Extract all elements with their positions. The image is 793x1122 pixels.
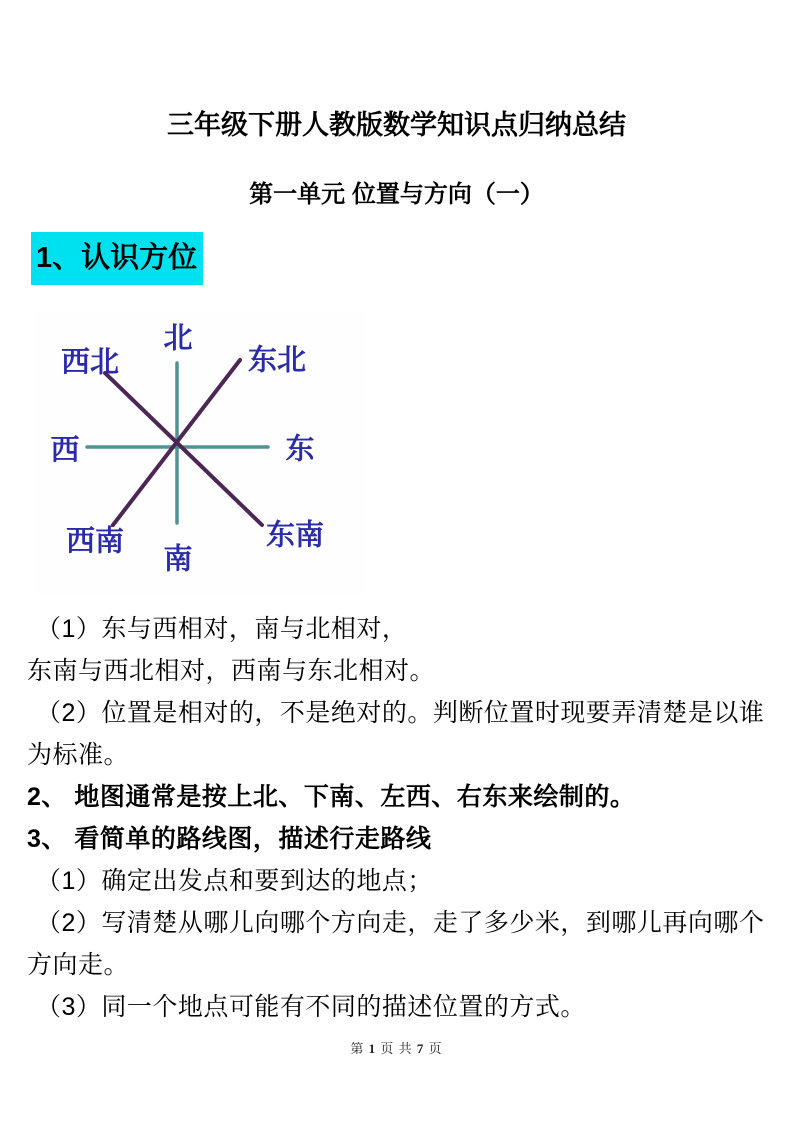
- body-text: [27, 608, 772, 1028]
- text-line: （1）确定出发点和要到达的地点；: [36, 867, 433, 895]
- text-line-bold: 2、 地图通常是按上北、下南、左西、右东来绘制的。: [27, 783, 636, 811]
- text-line: （2）位置是相对的，不是绝对的。判断位置时现要弄清楚是以谁: [36, 699, 765, 727]
- text-line: （1）东与西相对，南与北相对，: [36, 615, 408, 643]
- footer-label-of: 页 共: [380, 1041, 413, 1056]
- compass-label-southeast: 东南: [265, 519, 325, 552]
- text-line: 方向走。: [27, 951, 130, 979]
- footer-total-pages: 7: [416, 1041, 425, 1056]
- footer-page-number: 1: [368, 1041, 377, 1056]
- text-line: 东南与西北相对，西南与东北相对。: [27, 657, 436, 685]
- compass-label-northeast: 东北: [247, 344, 307, 377]
- page-title: 三年级下册人教版数学知识点归纳总结: [167, 110, 626, 140]
- compass-label-west: 西: [50, 434, 80, 467]
- page-footer: [0, 1038, 793, 1057]
- compass-label-south: 南: [163, 543, 193, 576]
- compass-label-east: 东: [285, 433, 315, 466]
- unit-subtitle: 第一单元 位置与方向（一）: [249, 181, 544, 208]
- compass-label-northwest: 西北: [60, 346, 120, 379]
- text-line: （3）同一个地点可能有不同的描述位置的方式。: [36, 993, 586, 1021]
- footer-label-pages: 页: [428, 1041, 443, 1056]
- compass-label-north: 北: [163, 322, 193, 355]
- text-line: （2）写清楚从哪儿向哪个方向走，走了多少米，到哪儿再向哪个: [36, 909, 765, 937]
- text-line-bold: 3、 看简单的路线图，描述行走路线: [27, 825, 432, 853]
- footer-label-page: 第: [350, 1041, 365, 1056]
- text-line: 为标准。: [27, 741, 130, 769]
- compass-diagram: [35, 312, 365, 594]
- compass-label-southwest: 西南: [65, 525, 125, 558]
- section-heading-highlighted: 1、认识方位: [31, 232, 203, 285]
